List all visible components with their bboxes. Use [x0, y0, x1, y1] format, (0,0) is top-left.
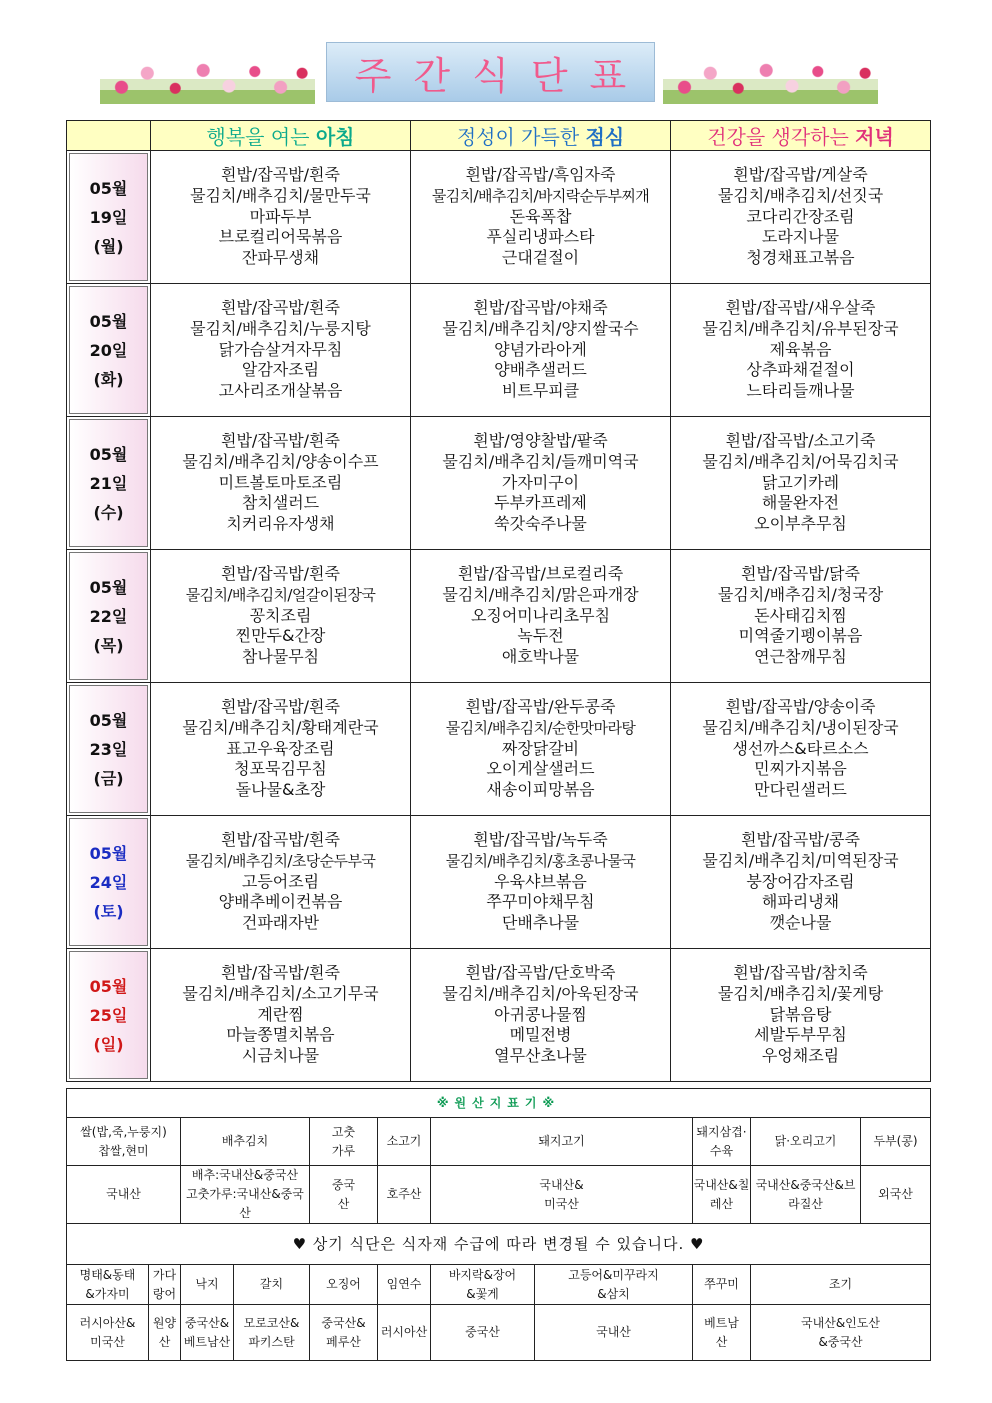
menu-item: 물김치/배추김치/순한맛마라탕 — [445, 718, 636, 737]
header-corner — [67, 121, 151, 151]
menu-item: 닭볶음탕 — [769, 1004, 832, 1024]
header-banner — [0, 40, 992, 106]
menu-item: 근대겉절이 — [501, 248, 580, 268]
menu-item: 흰밥/잡곡밥/흰죽 — [221, 298, 340, 317]
menu-row — [67, 417, 931, 550]
menu-item: 연근참깨무침 — [754, 647, 847, 667]
menu-item: 오이게살샐러드 — [486, 759, 595, 779]
lunch-cell — [411, 816, 671, 949]
date-month: 05월 — [89, 311, 128, 331]
menu-item: 단배추나물 — [501, 913, 580, 933]
origin-head2-cell: 가다 랑어 — [149, 1265, 181, 1305]
menu-item: 닭고기카레 — [761, 472, 840, 492]
menu-row — [67, 151, 931, 284]
menu-item: 흰밥/잡곡밥/흰죽 — [221, 165, 340, 184]
menu-item: 흰밥/잡곡밥/야채죽 — [473, 298, 608, 317]
menu-item: 물김치/배추김치/황태계란국 — [182, 717, 379, 737]
menu-item: 가자미구이 — [501, 472, 580, 492]
menu-item: 돌나물&초장 — [235, 780, 326, 800]
day-cell — [67, 816, 151, 949]
menu-item: 흰밥/잡곡밥/새우살죽 — [725, 298, 876, 317]
menu-item: 물김치/배추김치/양송이수프 — [182, 451, 379, 471]
lunch-cell — [411, 550, 671, 683]
breakfast-cell — [151, 284, 411, 417]
breakfast-cell — [151, 683, 411, 816]
menu-item: 흰밥/잡곡밥/단호박죽 — [465, 963, 616, 982]
origin-head-cell: 돼지고기 — [431, 1118, 693, 1166]
origin-head2-cell: 임연수 — [378, 1265, 431, 1305]
day-label — [69, 685, 148, 813]
menu-item: 제육볶음 — [769, 339, 832, 359]
menu-row — [67, 683, 931, 816]
menu-item: 알감자조림 — [241, 360, 320, 380]
origin-head-cell: 돼지삼겹·수육 — [693, 1118, 751, 1166]
date-day: 23일 — [89, 739, 128, 759]
menu-item: 돈육폭찹 — [509, 206, 572, 226]
day-label — [69, 153, 148, 281]
day-cell — [67, 683, 151, 816]
menu-item: 물김치/배추김치/양지쌀국수 — [442, 318, 639, 338]
breakfast-cell — [151, 550, 411, 683]
menu-item: 해파리냉채 — [761, 892, 840, 912]
date-day: 24일 — [89, 872, 128, 892]
menu-item: 쑥갓숙주나물 — [494, 514, 587, 534]
menu-item: 생선까스&타르소스 — [732, 738, 869, 758]
date-dow: (월) — [93, 236, 124, 256]
origin-head2-cell: 조기 — [751, 1265, 931, 1305]
menu-item: 물김치/배추김치/소고기무국 — [182, 983, 379, 1003]
menu-item: 붕장어감자조림 — [746, 871, 855, 891]
menu-item: 흰밥/잡곡밥/녹두죽 — [473, 830, 608, 849]
menu-item: 물김치/배추김치/들깨미역국 — [442, 451, 639, 471]
menu-item: 참나물무침 — [241, 647, 320, 667]
flower-decoration-right — [663, 48, 878, 104]
origin-value-cell: 호주산 — [378, 1166, 431, 1224]
menu-item: 흰밥/잡곡밥/흰죽 — [221, 830, 340, 849]
origin-value-cell: 국내산& 미국산 — [431, 1166, 693, 1224]
meal-header-row — [67, 121, 931, 151]
menu-item: 민찌가지볶음 — [754, 759, 847, 779]
day-cell — [67, 949, 151, 1082]
menu-item: 물김치/배추김치/얼갈이된장국 — [185, 585, 376, 604]
date-dow: (목) — [93, 635, 124, 655]
menu-item: 느타리들깨나물 — [746, 381, 855, 401]
day-label — [69, 286, 148, 414]
menu-item: 애호박나물 — [501, 647, 580, 667]
origin-value2-cell: 중국산 — [431, 1305, 535, 1361]
menu-item: 흰밥/잡곡밥/흑임자죽 — [465, 165, 616, 184]
menu-item: 쭈꾸미야채무침 — [486, 892, 595, 912]
menu-item: 물김치/배추김치/아욱된장국 — [442, 983, 639, 1003]
date-day: 25일 — [89, 1005, 128, 1025]
menu-item: 물김치/배추김치/어묵김치국 — [702, 451, 899, 471]
origin-head-cell: 두부(콩) — [861, 1118, 931, 1166]
breakfast-cell — [151, 816, 411, 949]
lunch-cell — [411, 949, 671, 1082]
breakfast-cell — [151, 151, 411, 284]
menu-item: 코다리간장조림 — [746, 206, 855, 226]
menu-item: 마파두부 — [249, 206, 312, 226]
origin-value2-cell: 베트남 산 — [693, 1305, 751, 1361]
day-label — [69, 951, 148, 1079]
origin-head-cell: 배추김치 — [181, 1118, 310, 1166]
origin-value-cell: 외국산 — [861, 1166, 931, 1224]
lunch-cell — [411, 284, 671, 417]
menu-item: 물김치/배추김치/누룽지탕 — [190, 318, 371, 338]
menu-item: 흰밥/잡곡밥/콩죽 — [741, 830, 860, 849]
menu-item: 물김치/배추김치/청국장 — [717, 584, 884, 604]
menu-item: 우육샤브볶음 — [494, 871, 587, 891]
menu-item: 물김치/배추김치/초당순두부국 — [185, 851, 376, 870]
origin-value2-cell: 모로코산& 파키스탄 — [234, 1305, 310, 1361]
date-month: 05월 — [89, 178, 128, 198]
menu-item: 계란찜 — [257, 1004, 304, 1024]
menu-item: 오징어미나리초무침 — [470, 605, 611, 625]
menu-item: 푸실리냉파스타 — [486, 227, 595, 247]
menu-item: 고사리조개살볶음 — [218, 381, 343, 401]
menu-item: 물김치/배추김치/미역된장국 — [702, 850, 899, 870]
menu-item: 메밀전병 — [509, 1025, 572, 1045]
menu-item: 흰밥/잡곡밥/흰죽 — [221, 963, 340, 982]
menu-item: 양배추베이컨볶음 — [218, 892, 343, 912]
origin-value-cell: 배추:국내산&중국산 고춧가루:국내산&중국산 — [181, 1166, 310, 1224]
date-dow: (일) — [93, 1034, 124, 1054]
menu-item: 두부카프레제 — [494, 493, 587, 513]
flower-decoration-left — [100, 48, 315, 104]
origin-title: ※원산지표기※ — [67, 1089, 931, 1118]
date-dow: (수) — [93, 502, 124, 522]
lunch-cell — [411, 683, 671, 816]
menu-item: 새송이피망볶음 — [486, 780, 595, 800]
origin-head-row — [67, 1118, 931, 1166]
menu-item: 돈사태김치찜 — [754, 605, 847, 625]
weekly-menu-table — [66, 120, 931, 1082]
menu-item: 아귀콩나물찜 — [494, 1004, 587, 1024]
menu-item: 흰밥/잡곡밥/게살죽 — [733, 165, 868, 184]
origin-head2-cell: 명태&동태 &가자미 — [67, 1265, 149, 1305]
origin-head2-cell: 바지락&장어 &꽃게 — [431, 1265, 535, 1305]
origin-value2-cell: 국내산&인도산 &중국산 — [751, 1305, 931, 1361]
page-title: 주간식단표 — [354, 53, 649, 98]
origin-head2-cell: 오징어 — [310, 1265, 378, 1305]
origin-value2-cell: 러시아산 — [378, 1305, 431, 1361]
menu-item: 만다린샐러드 — [754, 780, 847, 800]
menu-row — [67, 949, 931, 1082]
menu-item: 세발두부무침 — [754, 1025, 847, 1045]
date-day: 21일 — [89, 473, 128, 493]
menu-item: 상추파채겉절이 — [746, 360, 855, 380]
lunch-cell — [411, 417, 671, 550]
origin-value-cell: 중국 산 — [310, 1166, 378, 1224]
menu-item: 미역줄기펭이볶음 — [738, 626, 863, 646]
menu-item: 잔파무생채 — [241, 248, 320, 268]
menu-item: 흰밥/잡곡밥/양송이죽 — [725, 697, 876, 716]
menu-item: 흰밥/잡곡밥/소고기죽 — [725, 431, 876, 450]
origin-label-table — [66, 1088, 931, 1361]
origin-head2-row — [67, 1265, 931, 1305]
menu-item: 물김치/배추김치/바지락순두부찌개 — [431, 186, 650, 205]
origin-head-cell: 쌀(밥,죽,누룽지) 찹쌀,현미 — [67, 1118, 181, 1166]
menu-item: 물김치/배추김치/냉이된장국 — [702, 717, 899, 737]
date-dow: (토) — [93, 901, 124, 921]
menu-item: 물김치/배추김치/유부된장국 — [702, 318, 899, 338]
menu-item: 흰밥/잡곡밥/닭죽 — [741, 564, 860, 583]
menu-item: 미트볼토마토조림 — [218, 472, 343, 492]
menu-item: 흰밥/영양찰밥/팥죽 — [473, 431, 608, 450]
menu-item: 건파래자반 — [241, 913, 320, 933]
origin-head2-cell: 낙지 — [181, 1265, 234, 1305]
menu-item: 참치샐러드 — [241, 493, 320, 513]
lunch-cell — [411, 151, 671, 284]
menu-item: 물김치/배추김치/꽃게탕 — [717, 983, 884, 1003]
dinner-cell — [671, 683, 931, 816]
origin-value2-cell: 국내산 — [535, 1305, 693, 1361]
origin-value2-cell: 러시아산& 미국산 — [67, 1305, 149, 1361]
menu-item: 시금치나물 — [241, 1046, 320, 1066]
menu-item: 청포묵김무침 — [234, 759, 327, 779]
day-cell — [67, 417, 151, 550]
day-cell — [67, 550, 151, 683]
breakfast-cell — [151, 417, 411, 550]
day-label — [69, 818, 148, 946]
menu-item: 비트무피클 — [501, 381, 580, 401]
menu-item: 물김치/배추김치/홍초콩나물국 — [445, 851, 636, 870]
day-cell — [67, 151, 151, 284]
dinner-cell — [671, 550, 931, 683]
menu-item: 브로컬리어묵볶음 — [218, 227, 343, 247]
menu-item: 녹두전 — [517, 626, 564, 646]
menu-item: 고등어조림 — [241, 871, 320, 891]
date-dow: (화) — [93, 369, 124, 389]
origin-value-cell: 국내산&칠레산 — [693, 1166, 751, 1224]
breakfast-header: 행복을 여는 아침 — [151, 121, 411, 151]
origin-head-cell: 소고기 — [378, 1118, 431, 1166]
date-month: 05월 — [89, 976, 128, 996]
dinner-cell — [671, 151, 931, 284]
dinner-cell — [671, 417, 931, 550]
title-box — [326, 42, 655, 102]
dinner-cell — [671, 816, 931, 949]
origin-head2-cell: 쭈꾸미 — [693, 1265, 751, 1305]
menu-item: 닭가슴살겨자무침 — [218, 339, 343, 359]
menu-item: 흰밥/잡곡밥/브로컬리죽 — [457, 564, 624, 583]
menu-item: 흰밥/잡곡밥/참치죽 — [733, 963, 868, 982]
date-month: 05월 — [89, 444, 128, 464]
change-notice: ♥ 상기 식단은 식자재 수급에 따라 변경될 수 있습니다. ♥ — [67, 1224, 931, 1265]
menu-item: 흰밥/잡곡밥/흰죽 — [221, 564, 340, 583]
dinner-cell — [671, 949, 931, 1082]
menu-item: 흰밥/잡곡밥/완두콩죽 — [465, 697, 616, 716]
breakfast-cell — [151, 949, 411, 1082]
date-dow: (금) — [93, 768, 124, 788]
menu-item: 해물완자전 — [761, 493, 840, 513]
origin-head2-cell: 고등어&미꾸라지 &삼치 — [535, 1265, 693, 1305]
menu-item: 물김치/배추김치/물만두국 — [190, 185, 371, 205]
menu-item: 열무산초나물 — [494, 1046, 587, 1066]
origin-head-cell: 고춧 가루 — [310, 1118, 378, 1166]
menu-item: 깻순나물 — [769, 913, 832, 933]
day-cell — [67, 284, 151, 417]
origin-head2-cell: 갈치 — [234, 1265, 310, 1305]
menu-item: 마늘쫑멸치볶음 — [226, 1025, 335, 1045]
menu-item: 물김치/배추김치/맑은파개장 — [442, 584, 639, 604]
date-month: 05월 — [89, 577, 128, 597]
date-month: 05월 — [89, 843, 128, 863]
origin-value2-cell: 중국산& 베트남산 — [181, 1305, 234, 1361]
day-label — [69, 419, 148, 547]
menu-item: 양배추샐러드 — [494, 360, 587, 380]
origin-head-cell: 닭·오리고기 — [751, 1118, 861, 1166]
menu-item: 짜장닭갈비 — [501, 738, 580, 758]
menu-item: 양념가라아게 — [494, 339, 587, 359]
menu-item: 표고우육장조림 — [226, 738, 335, 758]
menu-item: 꽁치조림 — [249, 605, 312, 625]
menu-item: 우엉채조림 — [761, 1046, 840, 1066]
date-day: 22일 — [89, 606, 128, 626]
lunch-header: 정성이 가득한 점심 — [411, 121, 671, 151]
menu-row — [67, 284, 931, 417]
menu-row — [67, 550, 931, 683]
dinner-header: 건강을 생각하는 저녁 — [671, 121, 931, 151]
menu-item: 청경채표고볶음 — [746, 248, 855, 268]
menu-row — [67, 816, 931, 949]
origin-value-cell: 국내산&중국산&브라질산 — [751, 1166, 861, 1224]
origin-value-cell: 국내산 — [67, 1166, 181, 1224]
origin-value2-cell: 중국산& 페루산 — [310, 1305, 378, 1361]
day-label — [69, 552, 148, 680]
menu-item: 흰밥/잡곡밥/흰죽 — [221, 431, 340, 450]
menu-item: 흰밥/잡곡밥/흰죽 — [221, 697, 340, 716]
menu-item: 치커리유자생채 — [226, 514, 335, 534]
origin-value-row — [67, 1166, 931, 1224]
menu-item: 오이부추무침 — [754, 514, 847, 534]
date-day: 20일 — [89, 340, 128, 360]
date-day: 19일 — [89, 207, 128, 227]
date-month: 05월 — [89, 710, 128, 730]
menu-item: 찐만두&간장 — [235, 626, 326, 646]
menu-item: 물김치/배추김치/선짓국 — [717, 185, 884, 205]
dinner-cell — [671, 284, 931, 417]
origin-value2-row — [67, 1305, 931, 1361]
origin-value2-cell: 원양 산 — [149, 1305, 181, 1361]
menu-item: 도라지나물 — [761, 227, 840, 247]
